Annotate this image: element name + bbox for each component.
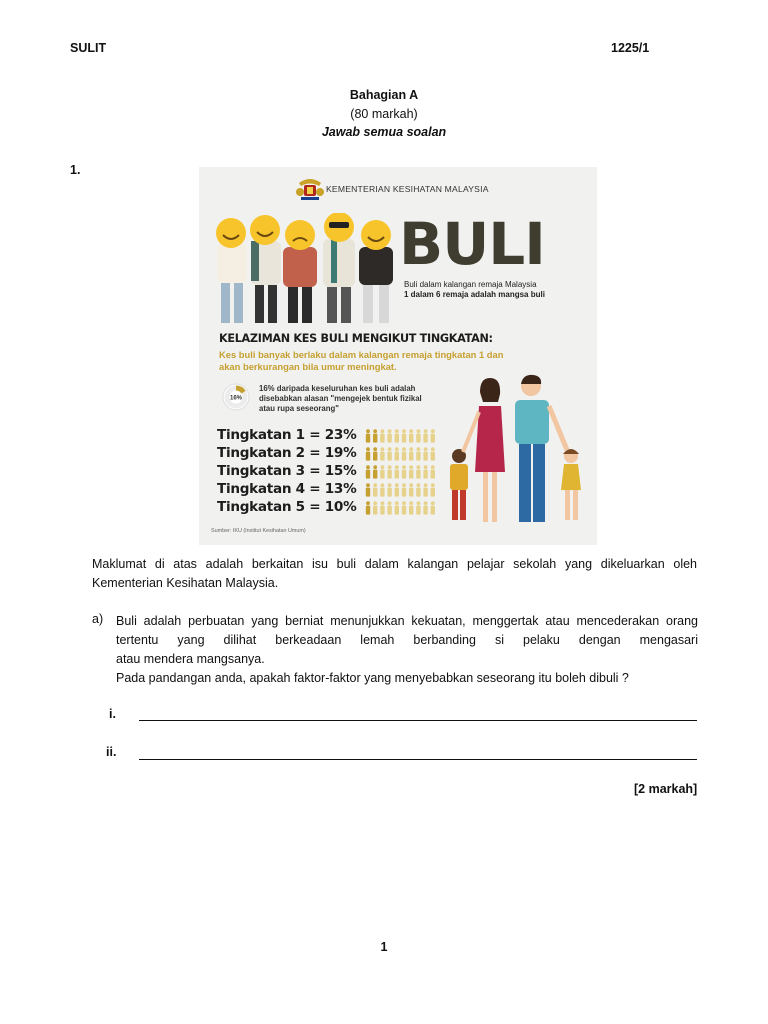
person-icon [402, 429, 406, 442]
person-icon [395, 501, 399, 514]
person-icon [387, 501, 391, 514]
person-icon [409, 429, 413, 442]
person-icon [431, 501, 435, 514]
person-icon [402, 465, 406, 478]
bullying-infographic [199, 167, 597, 545]
tingkatan-row-2: Tingkatan 2 = 19% [217, 445, 357, 461]
infographic-subtitle-1: Buli dalam kalangan remaja Malaysia [404, 280, 537, 289]
row-icons [365, 465, 437, 479]
note-line-2: disebabkan alasan "mengejek bentuk fizikal [259, 394, 422, 403]
person-icon [395, 429, 399, 442]
tingkatan-row-3: Tingkatan 3 = 15% [217, 463, 357, 479]
prevalence-desc-2: akan berkurangan bila umur meningkat. [219, 361, 397, 372]
row-icons [365, 483, 437, 497]
person-icon [373, 465, 377, 478]
person-icon [373, 429, 377, 442]
family-illustration [443, 372, 593, 532]
note-line-3: atau rupa seseorang" [259, 404, 339, 413]
person-icon [387, 447, 391, 460]
infographic-source: Sumber: IKU (Institut Kesihatan Umum) [211, 528, 306, 534]
row-icons [365, 429, 437, 443]
tingkatan-row-1: Tingkatan 1 = 23% [217, 427, 357, 443]
part-a-label: a) [92, 612, 104, 626]
person-icon [387, 483, 391, 496]
ministry-name: KEMENTERIAN KESIHATAN MALAYSIA [326, 184, 489, 194]
person-icon [416, 483, 420, 496]
section-marks: (80 markah) [350, 107, 418, 121]
person-icon [366, 483, 370, 496]
person-icon [373, 447, 377, 460]
person-icon [373, 501, 377, 514]
tingkatan-row-5: Tingkatan 5 = 10% [217, 499, 357, 515]
header-left: SULIT [70, 41, 107, 55]
person-icon [380, 465, 384, 478]
person-icon [395, 465, 399, 478]
answer-line-i[interactable] [139, 720, 697, 721]
marks-label: [2 markah] [634, 782, 698, 796]
person-icon [387, 465, 391, 478]
person-icon [402, 501, 406, 514]
row-icons [365, 501, 437, 515]
part-a-line-3: atau mendera mangsanya. [116, 652, 265, 666]
person-icon [423, 447, 427, 460]
answer-label-i: i. [109, 707, 116, 721]
person-icon [395, 447, 399, 460]
person-icon [416, 465, 420, 478]
person-icon [402, 447, 406, 460]
person-icon [380, 483, 384, 496]
note-line-1: 16% daripada keseluruhan kes buli adalah [259, 384, 416, 393]
answer-label-ii: ii. [106, 745, 117, 759]
infographic-title: BULI [399, 210, 545, 278]
person-icon [409, 447, 413, 460]
person-icon [416, 447, 420, 460]
person-icon [431, 447, 435, 460]
person-icon [416, 501, 420, 514]
prevalence-desc-1: Kes buli banyak berlaku dalam kalangan remaja tingkatan 1 dan [219, 349, 504, 360]
person-icon [423, 501, 427, 514]
part-a-line-2: tertentu yang dilihat berkeadaan lemah berbanding si pelaku dengan mengasari [116, 633, 698, 647]
tingkatan-row-4: Tingkatan 4 = 13% [217, 481, 357, 497]
row-icons [365, 447, 437, 461]
person-icon [423, 465, 427, 478]
person-icon [380, 501, 384, 514]
person-icon [395, 483, 399, 496]
person-icon [380, 447, 384, 460]
person-icon [366, 429, 370, 442]
question-number: 1. [70, 163, 81, 177]
prevalence-heading: KELAZIMAN KES BULI MENGIKUT TINGKATAN: [219, 332, 493, 345]
part-a-question: Pada pandangan anda, apakah faktor-faktor yang menyebabkan seseorang itu boleh dibuli ? [116, 671, 629, 685]
answer-line-ii[interactable] [139, 759, 697, 760]
person-icon [416, 429, 420, 442]
person-icon [402, 483, 406, 496]
person-icon [423, 429, 427, 442]
person-icon [431, 429, 435, 442]
pie-chart-icon [221, 382, 251, 412]
person-icon [423, 483, 427, 496]
person-icon [366, 447, 370, 460]
header-right: 1225/1 [611, 41, 650, 55]
ministry-crest-icon [295, 177, 325, 201]
person-icon [380, 429, 384, 442]
section-instruction: Jawab semua soalan [321, 125, 447, 139]
pie-label: 16% [229, 395, 243, 402]
person-icon [431, 465, 435, 478]
part-a-line-1: Buli adalah perbuatan yang berniat menunjukkan kekuatan, menggertak atau mencederakan orang [116, 614, 698, 628]
person-icon [373, 483, 377, 496]
teenagers-illustration [207, 213, 397, 331]
page-number: 1 [380, 940, 388, 954]
person-icon [409, 483, 413, 496]
person-icon [387, 429, 391, 442]
section-title: Bahagian A [349, 88, 419, 102]
person-icon [409, 501, 413, 514]
infographic-subtitle-2: 1 dalam 6 remaja adalah mangsa buli [404, 290, 545, 299]
person-icon [366, 465, 370, 478]
person-icon [409, 465, 413, 478]
intro-paragraph: Maklumat di atas adalah berkaitan isu buli dalam kalangan pelajar sekolah yang dikeluarkan oleh Kementerian Kesihatan Malaysia. [92, 557, 697, 590]
person-icon [431, 483, 435, 496]
person-icon [366, 501, 370, 514]
